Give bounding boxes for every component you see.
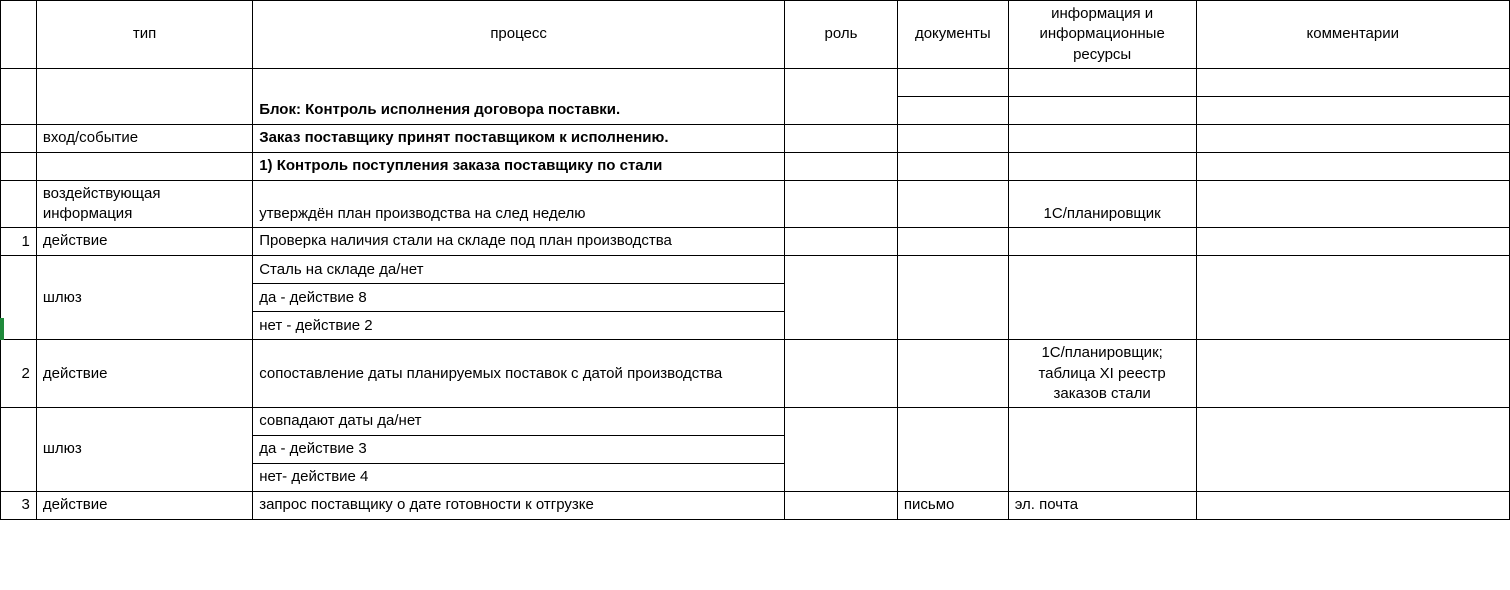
cell-type[interactable] (36, 96, 252, 124)
cell-num[interactable] (1, 68, 37, 96)
cell-type[interactable] (36, 256, 252, 284)
table-row (1, 408, 1510, 436)
cell-comments[interactable] (1196, 436, 1509, 464)
cell-info[interactable] (1008, 284, 1196, 312)
cell-process-block-title[interactable]: Блок: Контроль исполнения договора поставки. (253, 96, 785, 124)
cell-role[interactable] (785, 68, 898, 96)
cell-process-gateway-line[interactable]: да - действие 3 (253, 436, 785, 464)
cell-process-event[interactable]: Заказ поставщику принят поставщиком к исполнению. (253, 124, 785, 152)
table-row (1, 312, 1510, 340)
cell-num[interactable] (1, 152, 37, 180)
cell-type[interactable] (36, 68, 252, 96)
cell-role[interactable] (785, 492, 898, 520)
header-cell-process: процесс (253, 1, 785, 69)
table-row (1, 152, 1510, 180)
cell-documents[interactable] (897, 436, 1008, 464)
table-header-row (1, 1, 1510, 69)
table-row (1, 340, 1510, 408)
table-row (1, 492, 1510, 520)
cell-type[interactable]: воздействующая информация (36, 180, 252, 228)
cell-num[interactable] (1, 408, 37, 436)
header-cell-documents: документы (897, 1, 1008, 69)
cell-info[interactable] (1008, 96, 1196, 124)
cell-num[interactable] (1, 284, 37, 312)
cell-process-gateway-line[interactable]: совпадают даты да/нет (253, 408, 785, 436)
cell-role[interactable] (785, 96, 898, 124)
cell-info[interactable]: 1С/планировщик (1008, 180, 1196, 228)
table-row (1, 464, 1510, 492)
cell-num[interactable] (1, 96, 37, 124)
cell-process-gateway-line[interactable]: Сталь на складе да/нет (253, 256, 785, 284)
cell-comments[interactable] (1196, 408, 1509, 436)
cell-documents[interactable] (897, 68, 1008, 96)
cell-comments[interactable] (1196, 68, 1509, 96)
cell-comments[interactable] (1196, 492, 1509, 520)
cell-num[interactable]: 2 (1, 340, 37, 408)
cell-type[interactable] (36, 408, 252, 436)
cell-process[interactable]: запрос поставщику о дате готовности к отгрузке (253, 492, 785, 520)
cell-info[interactable] (1008, 256, 1196, 284)
table-row (1, 124, 1510, 152)
cell-role[interactable] (785, 228, 898, 256)
cell-process[interactable]: утверждён план производства на след неделю (253, 180, 785, 228)
cell-info[interactable]: эл. почта (1008, 492, 1196, 520)
table-row (1, 180, 1510, 228)
cell-type[interactable]: вход/событие (36, 124, 252, 152)
cell-documents[interactable] (897, 284, 1008, 312)
cell-process[interactable]: Проверка наличия стали на складе под план производства (253, 228, 785, 256)
cell-documents[interactable] (897, 312, 1008, 340)
cell-type[interactable]: действие (36, 340, 252, 408)
cell-comments[interactable] (1196, 464, 1509, 492)
cell-documents[interactable]: письмо (897, 492, 1008, 520)
cell-info[interactable] (1008, 464, 1196, 492)
cell-documents[interactable] (897, 408, 1008, 436)
header-cell-type: тип (36, 1, 252, 69)
cell-info[interactable] (1008, 436, 1196, 464)
cell-comments[interactable] (1196, 152, 1509, 180)
cell-type[interactable] (36, 312, 252, 340)
cell-role[interactable] (785, 312, 898, 340)
table-row (1, 256, 1510, 284)
cell-role[interactable] (785, 180, 898, 228)
table-row (1, 436, 1510, 464)
cell-num[interactable] (1, 436, 37, 464)
cell-type[interactable]: шлюз (36, 436, 252, 464)
cell-info[interactable] (1008, 228, 1196, 256)
cell-type[interactable]: действие (36, 228, 252, 256)
header-cell-info: информация и информационные ресурсы (1008, 1, 1196, 69)
header-cell-blank (1, 1, 37, 69)
cell-info[interactable] (1008, 312, 1196, 340)
cell-comments[interactable] (1196, 340, 1509, 408)
cell-role[interactable] (785, 284, 898, 312)
table-row (1, 96, 1510, 124)
cell-documents[interactable] (897, 96, 1008, 124)
cell-role[interactable] (785, 152, 898, 180)
cell-role[interactable] (785, 340, 898, 408)
cell-process-subblock[interactable]: 1) Контроль поступления заказа поставщику по стали (253, 152, 785, 180)
cell-info[interactable] (1008, 408, 1196, 436)
cell-info[interactable] (1008, 68, 1196, 96)
table-row (1, 284, 1510, 312)
cell-num[interactable] (1, 464, 37, 492)
cell-comments[interactable] (1196, 124, 1509, 152)
cell-num[interactable] (1, 124, 37, 152)
cell-comments[interactable] (1196, 228, 1509, 256)
cell-comments[interactable] (1196, 96, 1509, 124)
cell-num[interactable] (1, 256, 37, 284)
cell-documents[interactable] (897, 124, 1008, 152)
cell-num[interactable]: 3 (1, 492, 37, 520)
cell-role[interactable] (785, 408, 898, 436)
cell-documents[interactable] (897, 340, 1008, 408)
cell-process-gateway-line[interactable]: нет - действие 2 (253, 312, 785, 340)
cell-type[interactable]: шлюз (36, 284, 252, 312)
header-cell-comments: комментарии (1196, 1, 1509, 69)
cell-role[interactable] (785, 464, 898, 492)
cell-role[interactable] (785, 436, 898, 464)
cell-num[interactable] (1, 180, 37, 228)
cell-process[interactable] (253, 68, 785, 96)
cell-info[interactable] (1008, 152, 1196, 180)
cell-num[interactable]: 1 (1, 228, 37, 256)
cell-info[interactable]: 1С/планировщик; таблица XI реестр заказов стали (1008, 340, 1196, 408)
cell-documents[interactable] (897, 152, 1008, 180)
cell-documents[interactable] (897, 180, 1008, 228)
cell-comments[interactable] (1196, 312, 1509, 340)
table-row (1, 228, 1510, 256)
table-row (1, 68, 1510, 96)
row-selection-marker (0, 318, 4, 340)
cell-comments[interactable] (1196, 180, 1509, 228)
cell-type[interactable] (36, 152, 252, 180)
cell-comments[interactable] (1196, 256, 1509, 284)
cell-documents[interactable] (897, 228, 1008, 256)
cell-process-gateway-line[interactable]: нет- действие 4 (253, 464, 785, 492)
cell-documents[interactable] (897, 464, 1008, 492)
cell-type[interactable] (36, 464, 252, 492)
cell-process[interactable]: сопоставление даты планируемых поставок с датой производства (253, 340, 785, 408)
cell-process-gateway-line[interactable]: да - действие 8 (253, 284, 785, 312)
cell-documents[interactable] (897, 256, 1008, 284)
cell-role[interactable] (785, 124, 898, 152)
cell-comments[interactable] (1196, 284, 1509, 312)
cell-info[interactable] (1008, 124, 1196, 152)
header-cell-role: роль (785, 1, 898, 69)
cell-type[interactable]: действие (36, 492, 252, 520)
cell-role[interactable] (785, 256, 898, 284)
cell-num[interactable] (1, 312, 37, 340)
